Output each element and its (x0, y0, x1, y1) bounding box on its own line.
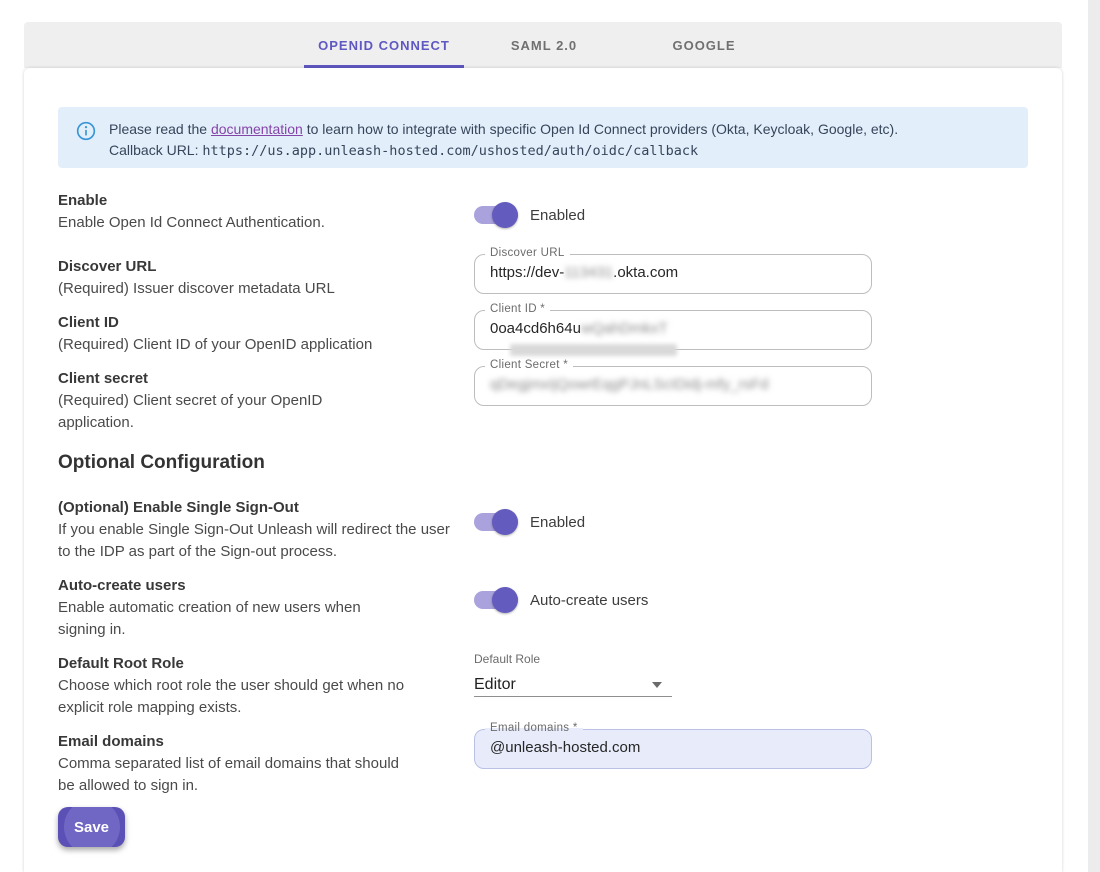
auto-create-section-description (58, 575, 408, 641)
email-domains-input-label: Email domains * (485, 722, 583, 734)
client-id-input-value: 0oa4cd6h64uwQahDmkxT (490, 320, 668, 337)
client-secret-input-value (490, 376, 768, 393)
banner-text-tail: to learn how to integrate with specific Open Id Connect providers (Okta, Keycloak, Google, etc). (302, 121, 899, 137)
save-button-label: Save (73, 818, 110, 836)
default-role-select-label: Default Role (474, 652, 541, 666)
toggle-thumb (492, 587, 518, 613)
sso-tab-bar (24, 22, 1062, 68)
discover-url-section-text: (Required) Issuer discover metadata URL (58, 280, 335, 297)
default-role-section-title: Default Root Role (58, 655, 184, 672)
info-banner-text (109, 119, 898, 168)
callback-url-value: https://us.app.unleash-hosted.com/ushosted/auth/oidc/callback (202, 143, 699, 159)
discover-url-input[interactable] (474, 247, 872, 294)
email-domains-input[interactable] (474, 722, 872, 769)
single-sign-out-section-title: (Optional) Enable Single Sign-Out (58, 499, 299, 516)
client-secret-input-label: Client Secret * (485, 359, 573, 371)
documentation-link[interactable]: documentation (210, 121, 303, 137)
tab-saml[interactable]: SAML 2.0 (464, 22, 624, 68)
auto-create-toggle-row (474, 587, 648, 613)
discover-url-input-label: Discover URL (485, 247, 570, 259)
enable-toggle-row (474, 202, 585, 228)
discover-url-section-title: Discover URL (58, 258, 157, 275)
single-sign-out-section-text: If you enable Single Sign-Out Unleash will redirect the user to the IDP as part of the Sign-out process. (58, 521, 450, 560)
client-id-input-label: Client ID * (485, 303, 550, 315)
single-sign-out-section-description (58, 497, 450, 563)
client-secret-section-description (58, 368, 358, 434)
vertical-scrollbar[interactable] (1088, 0, 1100, 872)
default-role-section-text: Choose which root role the user should get when no explicit role mapping exists. (58, 677, 405, 716)
tab-openid-connect[interactable]: OPENID CONNECT (304, 22, 464, 68)
auto-create-section-text: Enable automatic creation of new users when signing in. (58, 599, 361, 638)
default-role-select-control[interactable] (474, 673, 672, 697)
optional-configuration-heading: Optional Configuration (58, 452, 265, 473)
tab-google[interactable]: GOOGLE (624, 22, 784, 68)
toggle-thumb (492, 202, 518, 228)
toggle-thumb (492, 509, 518, 535)
client-secret-input[interactable] (474, 359, 872, 406)
client-id-section-title: Client ID (58, 314, 119, 331)
discover-url-input-value: https://dev-113431.okta.com (490, 264, 679, 281)
default-role-selected-value: Editor (474, 676, 516, 693)
enable-toggle[interactable] (474, 202, 518, 228)
tab-list (304, 22, 784, 68)
client-id-section-text: (Required) Client ID of your OpenID application (58, 336, 373, 353)
redacted-text: qDegjmxIjQowrEqgPJnLScIDidj-mfy_rsFd (490, 376, 769, 393)
enable-toggle-label: Enabled (530, 206, 586, 224)
callback-url-label: Callback URL: (109, 142, 203, 158)
single-sign-out-toggle-row (474, 509, 585, 535)
email-domains-section-description (58, 731, 410, 797)
default-role-section-description (58, 653, 450, 719)
banner-text-lead: Please read the (109, 121, 211, 137)
redacted-text: 113431 (564, 264, 614, 281)
client-secret-section-text: (Required) Client secret of your OpenID application. (58, 392, 323, 431)
auto-create-section-title: Auto-create users (58, 577, 186, 594)
info-banner (58, 107, 1028, 168)
enable-section-text: Enable Open Id Connect Authentication. (58, 214, 325, 231)
default-role-select[interactable] (474, 651, 672, 697)
enable-section-description (58, 190, 450, 234)
client-id-section-description (58, 312, 450, 356)
chevron-down-icon (652, 682, 662, 688)
info-icon (76, 121, 96, 168)
email-domains-section-text: Comma separated list of email domains that should be allowed to sign in. (58, 755, 400, 794)
single-sign-out-toggle-label: Enabled (530, 513, 586, 531)
client-secret-section-title: Client secret (58, 370, 149, 387)
auto-create-toggle-label: Auto-create users (530, 591, 649, 609)
redaction-smudge (510, 344, 677, 356)
redacted-text: wQahDmkxT (580, 320, 668, 337)
content-card (24, 68, 1062, 872)
auto-create-toggle[interactable] (474, 587, 518, 613)
enable-section-title: Enable (58, 192, 108, 209)
email-domains-section-title: Email domains (58, 733, 164, 750)
email-domains-input-value: @unleash-hosted.com (490, 739, 641, 756)
save-button[interactable] (58, 807, 125, 847)
single-sign-out-toggle[interactable] (474, 509, 518, 535)
discover-url-section-description (58, 256, 450, 300)
